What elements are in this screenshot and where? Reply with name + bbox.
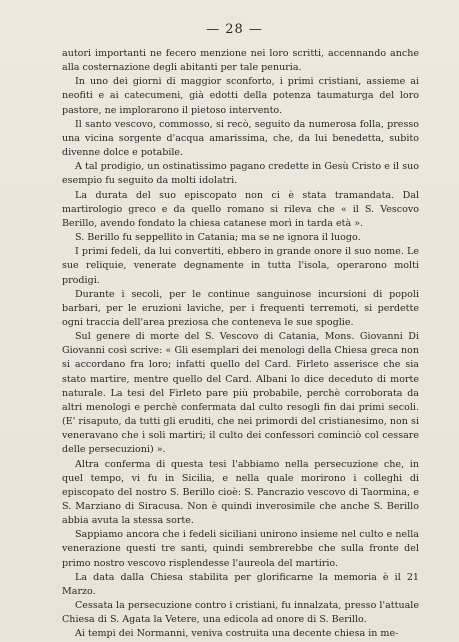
page-number: — 28 — [206,22,263,37]
paragraph: La durata del suo episcopato non ci è stata tramandata. Dal martirologio greco e da quello romano si rileva che « il S. Vescovo Berillo, avendo fondato la chiesa catanese morì in tarda età ». [62,189,419,229]
paragraph: Durante i secoli, per le continue sanguinose incursioni di popoli barbari, per le eruzioni laviche, per i frequenti terremoti, si perdette ogni traccia dell'area preziosa che conteneva le sue spoglie. [62,288,419,328]
paragraph: La data dalla Chiesa stabilita per glorificarne la memoria è il 21 Marzo. [62,571,419,597]
paragraph: Sul genere di morte del S. Vescovo di Catania, Mons. Giovanni Di Giovanni così scrive: « Gli esemplari dei menologi della Chiesa greca non si accordano fra loro; infatti quello del Card. Firleto asserisce che sia stato martire, mentre quello del Card. Albani lo dice deceduto di morte naturale. La tesi del Firleto pare più probabile, perchè corroborata da altri menologi e perchè confermata dal culto resogli fin dai primi secoli. (E' risaputo, da tutti gli eruditi, che nei primordi del cristianesimo, non si veneravano che i soli martiri; il culto dei confessori cominciò col cessare delle persecuzioni) ». [62,331,419,456]
paragraph: Ai tempi dei Normanni, veniva costruita una decente chiesa in me- [75,628,399,640]
paragraph: A tal prodigio, un ostinatissimo pagano credette in Gesù Cristo e il suo esempio fu seguito da molti idolatri. [62,161,419,187]
paragraph: Altra conferma di questa tesi l'abbiamo nella persecuzione che, in quel tempo, vi fu in Sicilia, e nella quale morirono i colleghi di episcopato del nostro S. Berillo cioè: S. Pancrazio vescovo di Taormina, e S. Marziano di Siracusa. Non è quindi inverosimile che anche S. Berillo abbia avuta la stessa sorte. [62,458,419,527]
paragraph: autori importanti ne fecero menzione nei loro scritti, accennando anche alla costernazione degli abitanti per tale penuria. [62,48,419,74]
paragraph: Sappiamo ancora che i fedeli siciliani unirono insieme nel culto e nella venerazione questi tre santi, quindi sembrerebbe che sulla fronte del primo nostro vescovo risplendesse l'aureola del martirio. [62,529,419,569]
body-text [62,47,419,642]
paragraph: I primi fedeli, da lui convertiti, ebbero in grande onore il suo nome. Le sue reliquie, venerate degnamente in tutta l'isola, operarono molti prodigi. [62,246,419,286]
paragraph: Il santo vescovo, commosso, si recò, seguito da numerosa folla, presso una vicina sorgente d'acqua amarissima, che, da lui benedetta, subito divenne dolce e potabile. [62,118,419,159]
paragraph: Cessata la persecuzione contro i cristiani, fu innalzata, presso l'attuale Chiesa di S. Agata la Vetere, una edicola ad onore di S. Berillo. [62,600,419,626]
paragraph: S. Berillo fu seppellito in Catania; ma se ne ignora il luogo. [75,232,361,244]
paragraph: In uno dei giorni di maggior sconforto, i primi cristiani, assieme ai neofiti e ai catecumeni, già edotti della potenza taumaturga del loro pastore, ne implorarono il pietoso intervento. [62,76,419,116]
